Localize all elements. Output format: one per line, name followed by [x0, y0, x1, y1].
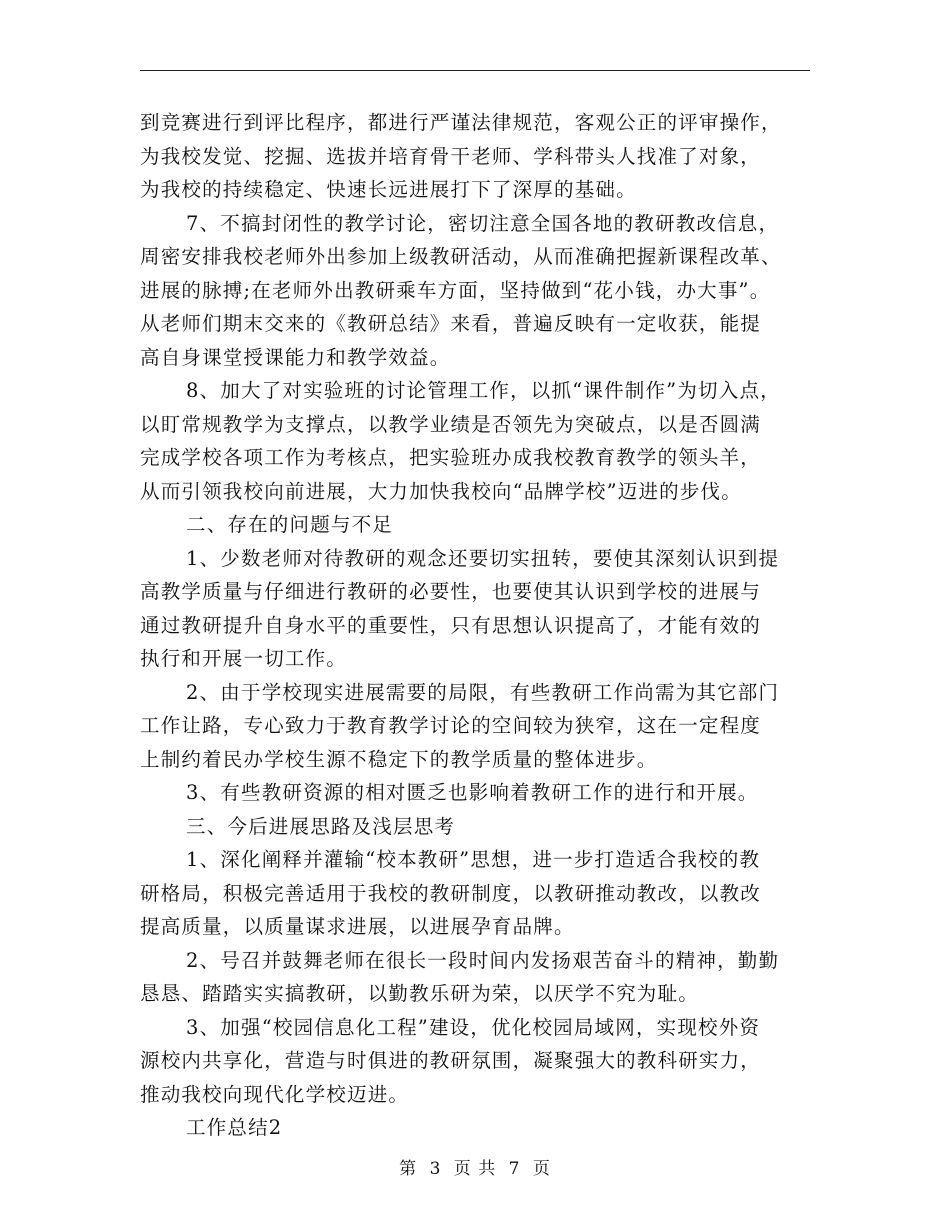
header-rule — [140, 70, 810, 71]
body-line: 为我校发觉、挖掘、选拔并培育骨干老师、学科带头人找准了对象， — [140, 144, 762, 168]
paragraph-start-line: 8、加大了对实验班的讨论管理工作，以抓“课件制作”为切入点， — [186, 379, 781, 402]
body-line: 周密安排我校老师外出参加上级教研活动，从而准确把握新课程改革、 — [140, 245, 782, 268]
paragraph-start-line: 3、有些教研资源的相对匮乏也影响着教研工作的进行和开展。 — [186, 781, 759, 804]
paragraph-start-line: 1、少数老师对待教研的观念还要切实扭转，要使其深刻认识到提 — [186, 546, 780, 570]
footer-suffix: 页 — [532, 1159, 551, 1179]
section-heading: 二、存在的问题与不足 — [186, 513, 394, 536]
body-line: 以盯常规教学为支撑点，以教学业绩是否领先为突破点，以是否圆满 — [140, 412, 762, 436]
subtitle-line: 工作总结2 — [186, 1116, 283, 1139]
body-line: 高自身课堂授课能力和教学效益。 — [140, 345, 451, 369]
footer-prefix: 第 — [399, 1159, 418, 1179]
body-line: 完成学校各项工作为考核点，把实验班办成我校教育教学的领头羊， — [140, 446, 762, 469]
body-line: 推动我校向现代化学校迈进。 — [140, 1082, 410, 1106]
total-page-count: 7 — [508, 1159, 521, 1179]
section-heading: 三、今后进展思路及浅层思考 — [186, 814, 456, 838]
paragraph-start-line: 2、号召并鼓舞老师在很长一段时间内发扬艰苦奋斗的精神，勤勤 — [186, 948, 780, 972]
paragraph-start-line: 1、深化阐释并灌输“校本教研”思想，进一步打造适合我校的教 — [186, 848, 761, 871]
body-line: 研格局，积极完善适用于我校的教研制度，以教研推动教改，以教改 — [140, 881, 762, 905]
body-line: 从而引领我校向前进展，大力加快我校向“品牌学校”迈进的步伐。 — [140, 479, 742, 503]
document-body — [140, 106, 820, 1145]
body-line: 执行和开展一切工作。 — [140, 647, 348, 670]
body-line: 高教学质量与仔细进行教研的必要性，也要使其认识到学校的进展与 — [140, 580, 762, 603]
paragraph-start-line: 7、不搞封闭性的教学讨论，密切注意全国各地的教研教改信息， — [186, 211, 780, 235]
body-line: 工作让路，专心致力于教育教学讨论的空间较为狭窄，这在一定程度 — [140, 714, 762, 737]
paragraph-start-line: 3、加强“校园信息化工程”建设，优化校园局域网，实现校外资 — [186, 1015, 761, 1039]
body-line: 提高质量，以质量谋求进展，以进展孕育品牌。 — [140, 915, 575, 938]
page-footer — [0, 1154, 950, 1179]
body-line: 进展的脉搏;在老师外出教研乘车方面，坚持做到“花小钱，办大事”。 — [140, 278, 771, 302]
body-line: 到竞赛进行到评比程序，都进行严谨法律规范，客观公正的评审操作， — [140, 111, 782, 134]
body-line: 通过教研提升自身水平的重要性，只有思想认识提高了，才能有效的 — [140, 613, 762, 637]
body-line: 为我校的持续稳定、快速长远进展打下了深厚的基础。 — [140, 178, 637, 201]
body-line: 从老师们期末交来的《教研总结》来看，普遍反映有一定收获，能提 — [140, 312, 762, 335]
paragraph-start-line: 2、由于学校现实进展需要的局限，有些教研工作尚需为其它部门 — [186, 680, 780, 704]
footer-middle: 页 共 — [453, 1159, 497, 1179]
body-line: 恳恳、踏踏实实搞教研，以勤教乐研为荣，以厌学不究为耻。 — [140, 982, 699, 1005]
body-line: 源校内共享化，营造与时俱进的教研氛围，凝聚强大的教科研实力， — [140, 1049, 762, 1072]
body-line: 上制约着民办学校生源不稳定下的教学质量的整体进步。 — [140, 747, 658, 771]
current-page-number: 3 — [429, 1159, 442, 1179]
